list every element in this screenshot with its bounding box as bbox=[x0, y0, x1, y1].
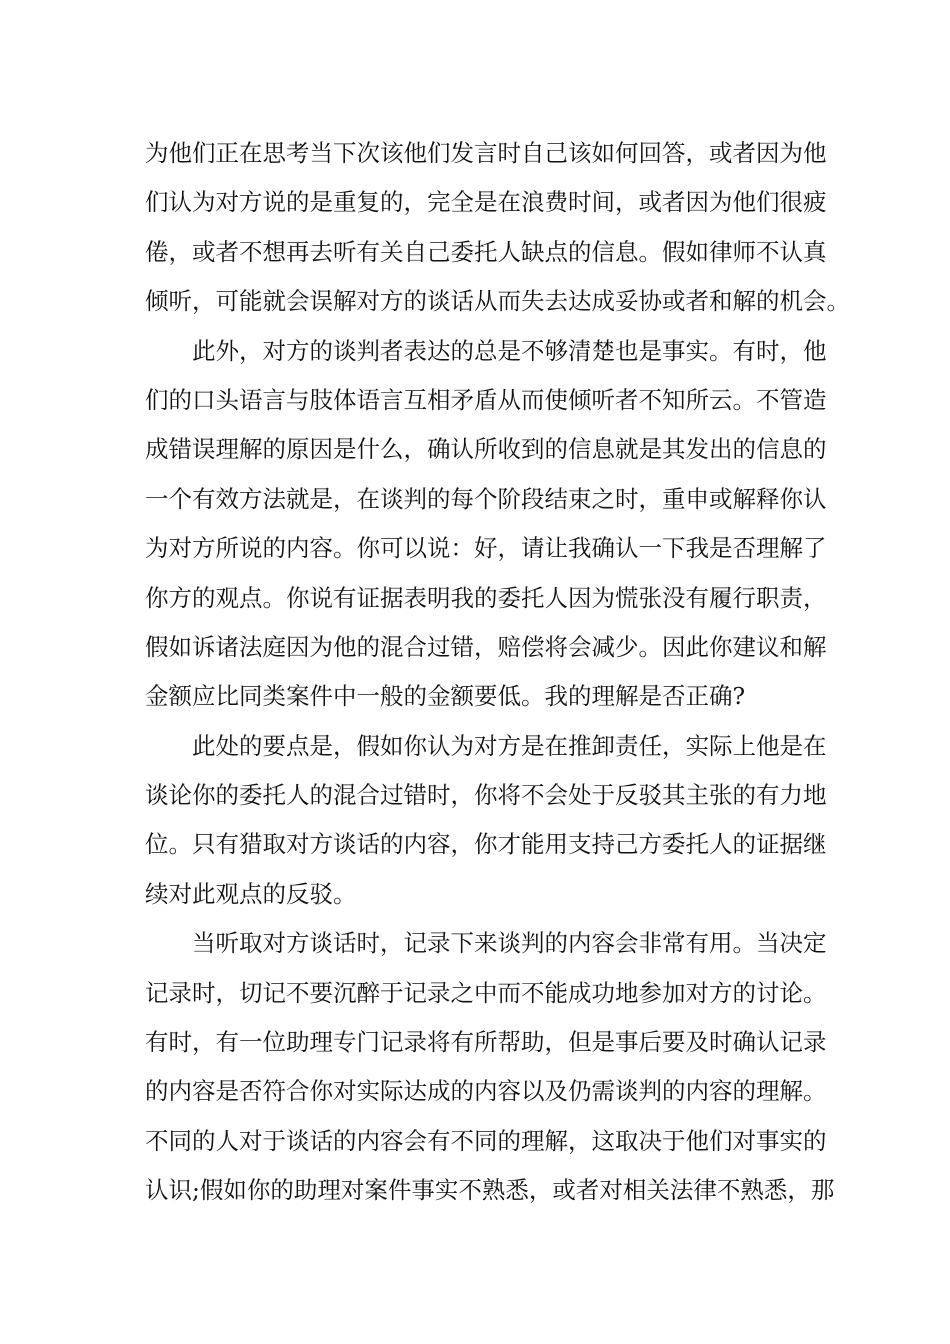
text-line: 你方的观点。你说有证据表明我的委托人因为慌张没有履行职责， bbox=[145, 583, 827, 612]
paragraph-1 bbox=[145, 129, 850, 327]
text-line: 为他们正在思考当下次该他们发言时自己该如何回答，或者因为他 bbox=[145, 139, 827, 167]
text-line: 金额应比同类案件中一般的金额要低。我的理解是否正确? bbox=[145, 682, 746, 711]
text-line: 有时，有一位助理专门记录将有所帮助，但是事后要及时确认记录 bbox=[145, 1028, 827, 1057]
text-line: 为对方所说的内容。你可以说：好，请让我确认一下我是否理解了 bbox=[145, 534, 827, 563]
text-line: 谈论你的委托人的混合过错时，你将不会处于反驳其主张的有力地 bbox=[145, 781, 827, 810]
paragraph-4 bbox=[145, 919, 835, 1215]
text-line: 此处的要点是，假如你认为对方是在推卸责任，实际上他是在 bbox=[192, 731, 827, 760]
text-line: 认识;假如你的助理对案件事实不熟悉，或者对相关法律不熟悉，那 bbox=[145, 1176, 835, 1205]
text-line: 续对此观点的反驳。 bbox=[145, 879, 357, 908]
text-line: 当听取对方谈话时，记录下来谈判的内容会非常有用。当决定 bbox=[192, 929, 827, 958]
text-line: 一个有效方法就是，在谈判的每个阶段结束之时，重申或解释你认 bbox=[145, 484, 827, 513]
text-line: 成错误理解的原因是什么，确认所收到的信息就是其发出的信息的 bbox=[145, 435, 827, 464]
paragraph-3 bbox=[145, 722, 827, 920]
text-line: 倦，或者不想再去听有关自己委托人缺点的信息。假如律师不认真 bbox=[145, 237, 827, 266]
paragraph-2 bbox=[145, 327, 827, 722]
text-line: 此外，对方的谈判者表达的总是不够清楚也是事实。有时，他 bbox=[192, 336, 827, 365]
document-body bbox=[145, 129, 850, 1216]
text-line: 们认为对方说的是重复的，完全是在浪费时间，或者因为他们很疲 bbox=[145, 188, 827, 217]
text-line: 假如诉诸法庭因为他的混合过错，赔偿将会减少。因此你建议和解 bbox=[145, 632, 827, 661]
text-line: 的内容是否符合你对实际达成的内容以及仍需谈判的内容的理解。 bbox=[145, 1077, 827, 1106]
text-line: 位。只有猎取对方谈话的内容，你才能用支持己方委托人的证据继 bbox=[145, 830, 827, 859]
text-line: 们的口头语言与肢体语言互相矛盾从而使倾听者不知所云。不管造 bbox=[145, 385, 827, 414]
text-line: 记录时，切记不要沉醉于记录之中而不能成功地参加对方的讨论。 bbox=[145, 978, 827, 1007]
text-line: 不同的人对于谈话的内容会有不同的理解，这取决于他们对事实的 bbox=[145, 1126, 827, 1155]
text-line: 倾听，可能就会误解对方的谈话从而失去达成妥协或者和解的机会。 bbox=[145, 287, 850, 316]
